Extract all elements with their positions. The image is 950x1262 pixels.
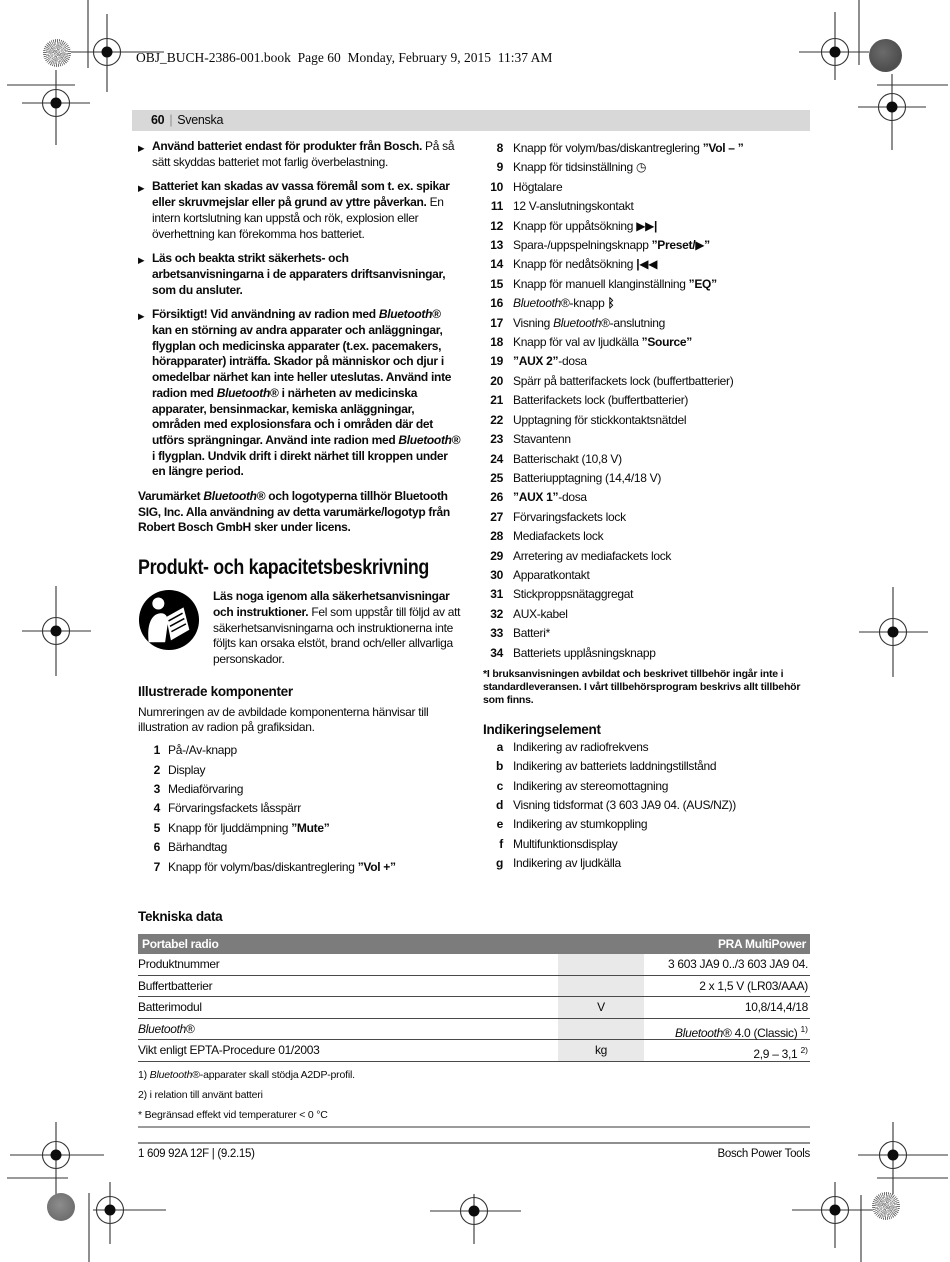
component-item: [483, 508, 813, 527]
indicator-letter: g: [495, 856, 503, 871]
component-number: 21: [490, 393, 503, 408]
tech-footnote: * Begränsad effekt vid temperaturer < 0 °C: [138, 1108, 328, 1121]
component-number: 22: [490, 412, 503, 427]
component-number: 33: [490, 626, 503, 641]
component-label: Bärhandtag: [168, 840, 228, 855]
component-item: [483, 411, 813, 430]
indicator-item: [483, 777, 813, 796]
component-number: 16: [490, 296, 503, 311]
component-number: 8: [496, 141, 503, 155]
component-label: Apparatkontakt: [513, 567, 590, 582]
tech-row-value: 3 603 JA9 0../3 603 JA9 04.: [667, 957, 808, 971]
component-item: [138, 741, 462, 760]
component-label: Knapp för uppåtsökning ▶▶|: [513, 218, 658, 233]
component-number: 25: [490, 470, 503, 485]
tech-row-name: Batterimodul: [138, 1000, 202, 1014]
component-number: 4: [153, 801, 160, 816]
page-footer: [138, 1142, 810, 1160]
read-manual-text: Läs noga igenom alla säkerhetsanvisningar och instruktioner. Fel som uppstår till följd av att säkerhetsanvisningarna och instruktionerna inte följts kan orsaka elstöt, brand och/eller allvarliga personskador.: [213, 589, 461, 666]
component-item: [483, 275, 813, 294]
component-label: Batteriets upplåsningsknapp: [513, 645, 656, 660]
component-label: Mediaförvaring: [168, 781, 244, 796]
component-number: 34: [490, 645, 503, 660]
component-label: Knapp för volym/bas/diskantreglering ”Vol +”: [168, 859, 396, 874]
component-number: 12: [490, 218, 503, 233]
component-item: [483, 391, 813, 410]
component-label: Knapp för val av ljudkälla ”Source”: [513, 335, 692, 350]
component-label: Display: [168, 762, 206, 777]
component-item: [483, 372, 813, 391]
accessories-footnote: *I bruksanvisningen avbildat och beskrivet tillbehör ingår inte i standardleveransen. I vårt tillbehörsprogram beskrivs allt tillbehör som finns.: [483, 667, 801, 706]
component-item: [483, 158, 813, 177]
tech-row-unit: kg: [558, 1040, 644, 1061]
tech-row-name: Bluetooth®: [138, 1021, 195, 1036]
component-label: Batteri*: [513, 626, 550, 641]
safety-bullet-text: Försiktigt! Vid användning av radion med Bluetooth® kan en störning av andra apparater och anläggningar, flygplan och medicinska apparater (t.ex. pacemakers, hörapparater) inträffa. Skador på människor och djur i omedelbar närhet kan inte heller uteslutas. Använd inte radion med Bluetooth® i närheten av medicinska apparater, bensinmackar, kemiska anläggningar, områden med explosionsfara och i områden där det utförs sprängningar. Använd inte radion med Bluetooth® i flygplan. Undvik drift i direkt närhet till kroppen under en längre period.: [152, 307, 461, 479]
tech-footnote: 1) Bluetooth®-apparater skall stödja A2DP-profil.: [138, 1068, 355, 1081]
section-title: Produkt- och kapacitetsbeskrivning: [138, 556, 429, 580]
trademark-note: Varumärket Bluetooth® och logotyperna tillhör Bluetooth SIG, Inc. Alla användning av detta varumärke/logotyp från Robert Bosch GmbH sker under licens.: [138, 489, 450, 535]
component-item: [483, 605, 813, 624]
indicator-letter: b: [495, 759, 503, 774]
component-label: ”AUX 1”-dosa: [513, 490, 587, 505]
indicator-label: Visning tidsformat (3 603 JA9 04. (AUS/NZ)): [513, 797, 736, 812]
tech-table-row: [138, 997, 810, 1019]
component-label: Upptagning för stickkontaktsnätdel: [513, 412, 687, 427]
tech-row-value: Bluetooth® 4.0 (Classic) $^{1)}$: [675, 1023, 808, 1040]
right-column: [483, 139, 813, 874]
component-item: [483, 585, 813, 604]
page-language: Svenska: [177, 113, 224, 127]
indicator-list: [483, 738, 813, 874]
ink-spot-mark-top-right: [869, 39, 902, 72]
component-number: 14: [490, 257, 503, 272]
pinwheel-mark-bottom-right: [872, 1192, 900, 1220]
safety-bullet-text: Använd batteriet endast för produkter från Bosch. På så sätt skyddas batteriet mot farlig överbelastning.: [152, 139, 455, 169]
component-item: [483, 450, 813, 469]
print-header-text: OBJ_BUCH-2386-001.book Page 60 Monday, February 9, 2015 11:37 AM: [136, 50, 553, 65]
tech-table-header-product: Portabel radio: [142, 937, 219, 951]
component-label: På-/Av-knapp: [168, 743, 237, 758]
component-number: 3: [153, 781, 160, 796]
component-label: Förvaringsfackets lock: [513, 509, 626, 524]
component-item: [138, 858, 462, 877]
safety-bullet-text: Batteriet kan skadas av vassa föremål som t. ex. spikar eller skruvmejslar eller på grund av yttre påverkan. En intern kortslutning kan uppstå och rök, explosion eller överhettning kan förekomma hos batteriet.: [152, 179, 450, 241]
component-number: 32: [490, 606, 503, 621]
component-item: [138, 799, 462, 818]
component-label: Spärr på batterifackets lock (buffertbatterier): [513, 373, 734, 388]
component-number: 9: [496, 160, 503, 175]
component-label: AUX-kabel: [513, 606, 568, 621]
tech-row-name: Buffertbatterier: [138, 978, 213, 993]
component-number: 29: [490, 548, 503, 563]
component-label: Batteriupptagning (14,4/18 V): [513, 470, 662, 485]
component-item: [138, 819, 462, 838]
read-manual-icon: [138, 589, 200, 651]
illustrated-components-intro: Numreringen av de avbildade komponenterna hänvisar till illustration av radion på grafiksidan.: [138, 704, 429, 735]
component-number: 7: [153, 859, 160, 874]
indicator-label: Indikering av stumkoppling: [513, 817, 648, 832]
bullet-triangle-icon: ▶: [138, 255, 145, 266]
component-label: Knapp för ljuddämpning ”Mute”: [168, 820, 330, 835]
component-number: 18: [490, 335, 503, 350]
component-label: Arretering av mediafackets lock: [513, 548, 672, 563]
tech-row-unit: [558, 976, 644, 997]
component-label: Högtalare: [513, 179, 563, 194]
component-label: Stickproppsnätaggregat: [513, 587, 634, 602]
component-item: [483, 352, 813, 371]
safety-bullet: [138, 251, 462, 298]
component-number: 6: [153, 840, 160, 855]
component-item: [483, 255, 813, 274]
safety-bullet: [138, 179, 462, 242]
component-item: [483, 294, 813, 313]
pinwheel-mark-top-left: [43, 39, 71, 67]
component-item: [138, 838, 462, 857]
component-label: Visning Bluetooth®-anslutning: [513, 315, 666, 330]
tech-row-unit: [558, 1019, 644, 1040]
read-manual-notice: [138, 589, 462, 668]
component-number: 15: [490, 276, 503, 291]
tech-table-row: [138, 954, 810, 976]
tech-row-value: 10,8/14,4/18: [744, 1000, 808, 1014]
footer-document-code: 1 609 92A 12F | (9.2.15): [138, 1148, 255, 1160]
component-label: Knapp för tidsinställning ◷: [513, 160, 647, 175]
tech-row-name: Vikt enligt EPTA-Procedure 01/2003: [138, 1043, 320, 1057]
tech-row-unit: [558, 954, 644, 975]
indicator-label: Indikering av radiofrekvens: [513, 739, 649, 754]
component-label: Bluetooth®-knapp ᛒ: [513, 296, 615, 311]
table-end-rule: [138, 1126, 810, 1128]
component-number: 26: [490, 490, 503, 505]
component-item: [483, 527, 813, 546]
left-column: [138, 139, 462, 877]
page-language-bar: [132, 110, 810, 131]
safety-bullet-text: Läs och beakta strikt säkerhets- och arbetsanvisningarna i de apparaters driftsanvisningar, som du ansluter.: [152, 251, 446, 297]
component-number: 17: [490, 315, 503, 330]
tech-row-name: Produktnummer: [138, 957, 220, 971]
component-item: [483, 314, 813, 333]
component-number: 20: [490, 373, 503, 388]
component-item: [483, 333, 813, 352]
safety-bullet: [138, 307, 462, 480]
bullet-triangle-icon: ▶: [138, 143, 145, 153]
technical-data-title: Tekniska data: [138, 909, 223, 924]
indicator-item: [483, 796, 813, 815]
component-list-right: [483, 139, 813, 663]
component-label: Stavantenn: [513, 432, 571, 447]
component-item: [483, 644, 813, 663]
component-label: Batterifackets lock (buffertbatterier): [513, 393, 689, 408]
tech-table-footnotes: [138, 1065, 810, 1125]
component-number: 19: [490, 354, 503, 369]
component-list-left: [138, 741, 462, 877]
component-label: Knapp för volym/bas/diskantreglering ”Vol – ”: [513, 141, 744, 155]
component-number: 31: [490, 587, 503, 602]
component-item: [483, 139, 813, 158]
ink-spot-mark-bottom-left: [47, 1193, 75, 1221]
tech-table-row: [138, 1040, 810, 1062]
component-item: [138, 780, 462, 799]
component-number: 13: [490, 238, 503, 253]
component-label: Batterischakt (10,8 V): [513, 451, 622, 466]
footer-brand: Bosch Power Tools: [717, 1148, 810, 1160]
component-number: 10: [490, 179, 503, 194]
indicator-letter: f: [499, 836, 503, 851]
tech-row-unit: V: [558, 997, 644, 1018]
indicator-letter: a: [496, 739, 503, 754]
technical-data-section: [138, 908, 810, 1128]
component-item: [483, 236, 813, 255]
tech-row-value: 2,9 – 3,1 $^{2)}$: [753, 1045, 808, 1061]
tech-footnote: 2) i relation till använt batteri: [138, 1088, 263, 1101]
component-label: 12 V-anslutningskontakt: [513, 199, 634, 214]
component-item: [483, 178, 813, 197]
indicator-item: [483, 738, 813, 757]
component-number: 2: [153, 762, 160, 777]
component-label: Knapp för nedåtsökning |◀◀: [513, 257, 658, 272]
tech-table-row: [138, 1019, 810, 1041]
tech-table-rows: [138, 954, 810, 1062]
component-label: Spara-/uppspelningsknapp ”Preset/▶”: [513, 238, 710, 253]
indicator-label: Indikering av stereomottagning: [513, 778, 669, 793]
separator: |: [169, 113, 173, 127]
component-number: 23: [490, 432, 503, 447]
indicator-label: Indikering av batteriets laddningstillstånd: [513, 759, 717, 774]
page-number: 60: [151, 113, 165, 127]
component-number: 5: [153, 820, 160, 835]
tech-table-header: [138, 934, 810, 954]
indicator-letter: c: [496, 778, 503, 793]
indicator-label: Multifunktionsdisplay: [513, 836, 618, 851]
tech-table-row: [138, 976, 810, 998]
tech-data-table: [138, 934, 810, 1128]
component-number: 11: [490, 199, 503, 214]
component-item: [483, 197, 813, 216]
component-item: [483, 566, 813, 585]
tech-table-header-model: PRA MultiPower: [717, 937, 806, 951]
component-number: 24: [490, 451, 503, 466]
component-label: Knapp för manuell klanginställning ”EQ”: [513, 276, 717, 291]
indicator-item: [483, 757, 813, 776]
component-number: 28: [490, 529, 503, 544]
bullet-triangle-icon: ▶: [138, 183, 145, 194]
component-item: [483, 624, 813, 643]
indicator-letter: d: [495, 797, 503, 812]
component-label: Mediafackets lock: [513, 529, 604, 544]
component-number: 1: [153, 743, 160, 758]
indicator-letter: e: [496, 817, 503, 832]
indicator-item: [483, 835, 813, 854]
tech-row-value: 2 x 1,5 V (LR03/AAA): [699, 978, 808, 993]
component-label: ”AUX 2”-dosa: [513, 354, 587, 369]
component-number: 27: [490, 509, 503, 524]
component-item: [483, 430, 813, 449]
illustrated-components-title: Illustrerade komponenter: [138, 683, 293, 699]
component-item: [483, 217, 813, 236]
indicators-title: Indikeringselement: [483, 721, 601, 737]
component-item: [483, 488, 813, 507]
safety-bullet: [138, 139, 462, 170]
component-item: [483, 547, 813, 566]
indicator-item: [483, 854, 813, 873]
component-item: [138, 761, 462, 780]
component-number: 30: [490, 567, 503, 582]
indicator-item: [483, 815, 813, 834]
component-label: Förvaringsfackets låsspärr: [168, 801, 301, 816]
indicator-label: Indikering av ljudkälla: [513, 856, 621, 871]
component-item: [483, 469, 813, 488]
bullet-triangle-icon: ▶: [138, 311, 145, 322]
